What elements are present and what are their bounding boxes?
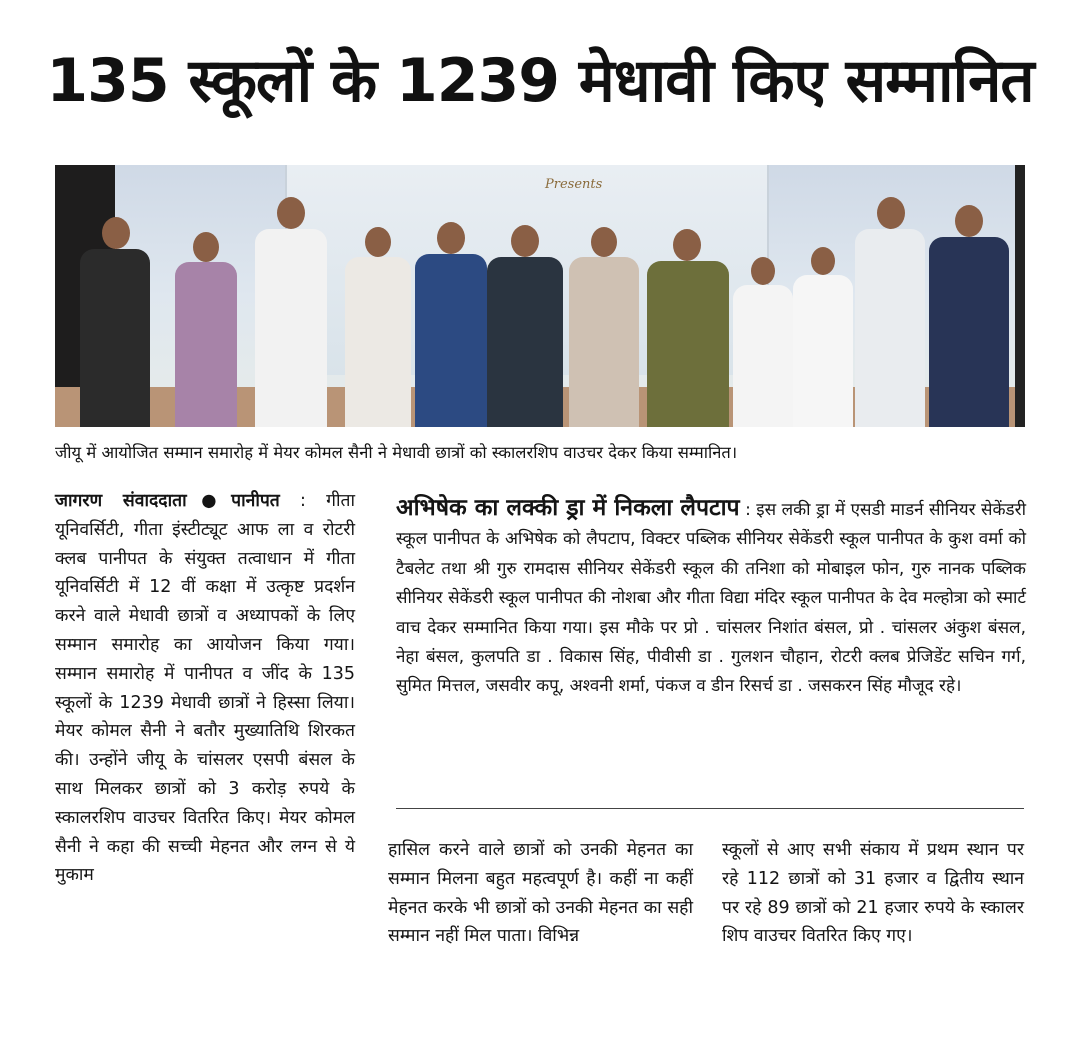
photo-right-wall: [1015, 165, 1025, 427]
person-1: [80, 217, 150, 427]
column-1-text: : गीता यूनिवर्सिटी, गीता इंस्टीट्यूट आफ ला व रोटरी क्लब पानीपत के संयुक्त तत्वाधान में गीता यूनिवर्सिटी में 12 वीं कक्षा में उत्कृष्ट प्रदर्शन करने वाले मेधावी छात्रों व अध्यापकों के लिए सम्मान समारोह का आयोजन किया गया। सम्मान समारोह में पानीपत व जींद के 135 स्कूलों के 1239 मेधावी छात्रों ने हिस्सा लिया। मेयर कोमल सैनी ने बतौर मुख्यातिथि शिरकत की। उन्होंने जीयू के चांसलर एसपी बंसल के साथ मिलकर छात्रों को 3 करोड़ रुपये के स्कालरशिप वाउचर वितरित किए। मेयर कोमल सैनी ने कहा की सच्ची मेहनत और लग्न से ये मुकाम: [55, 491, 355, 886]
photo-caption: जीयू में आयोजित सम्मान समारोह में मेयर कोमल सैनी ने मेधावी छात्रों को स्कालरशिप वाउचर देकर किया सम्मानित।: [55, 443, 738, 462]
section-divider: [396, 808, 1024, 809]
person-2: [175, 232, 237, 427]
person-11: [855, 197, 925, 427]
article-column-2: हासिल करने वाले छात्रों को उनकी मेहनत का सम्मान मिलना बहुत महत्वपूर्ण है। कहीं ना कहीं मेहनत करके भी छात्रों को उनकी मेहनत का सही सम्मान नहीं मिल पाता। विभिन्न: [388, 840, 693, 947]
article-column-3: स्कूलों से आए सभी संकाय में प्रथम स्थान पर रहे 112 छात्रों को 31 हजार व द्वितीय स्थान पर रहे 89 छात्रों को 21 हजार रुपये के स्कालर शिप वाउचर वितरित किए गए।: [722, 840, 1024, 947]
person-8: [647, 229, 729, 427]
dateline: जागरण संवाददाता●पानीपत: [55, 491, 280, 511]
headline: 135 स्कूलों के 1239 मेधावी किए सम्मानित: [46, 46, 1034, 116]
person-3: [255, 197, 327, 427]
article-column-1: [55, 487, 355, 890]
lucky-draw-section: [396, 494, 1026, 702]
person-10: [793, 247, 853, 427]
banner-presents-text: Presents: [545, 177, 603, 192]
person-9: [733, 257, 793, 427]
person-4: [345, 227, 411, 427]
person-12: [929, 205, 1009, 427]
lucky-draw-text: : इस लकी ड्रा में एसडी माडर्न सीनियर सेकेंडरी स्कूल पानीपत के अभिषेक को लैपटाप, विक्टर पब्लिक सीनियर सेकेंडरी स्कूल पानीपत के कुश वर्मा को टैबलेट तथा श्री गुरु रामदास सीनियर सेकेंडरी स्कूल की तनिशा को मोबाइल फोन, गुरु नानक पब्लिक सीनियर सेकेंडरी स्कूल पानीपत की नोशबा और गीता विद्या मंदिर स्कूल पानीपत के देव मल्होत्रा को स्मार्ट वाच देकर सम्मानित किया गया। इस मौके पर प्रो . चांसलर निशांत बंसल, प्रो . चांसलर अंकुश बंसल, नेहा बंसल, कुलपति डा . विकास सिंह, पीवीसी डा . गुलशन चौहान, रोटरी क्लब प्रेजिडेंट सचिन गर्ग, सुमित मित्तल, जसवीर कपू, अश्वनी शर्मा, पंकज व डीन रिसर्च डा . जसकरन सिंह मौजूद रहे।: [396, 500, 1027, 697]
person-6: [487, 225, 563, 427]
subheading: अभिषेक का लक्की ड्रा में निकला लैपटाप: [396, 495, 740, 521]
person-7: [569, 227, 639, 427]
person-5: [415, 222, 487, 427]
event-photo: [55, 165, 1025, 427]
